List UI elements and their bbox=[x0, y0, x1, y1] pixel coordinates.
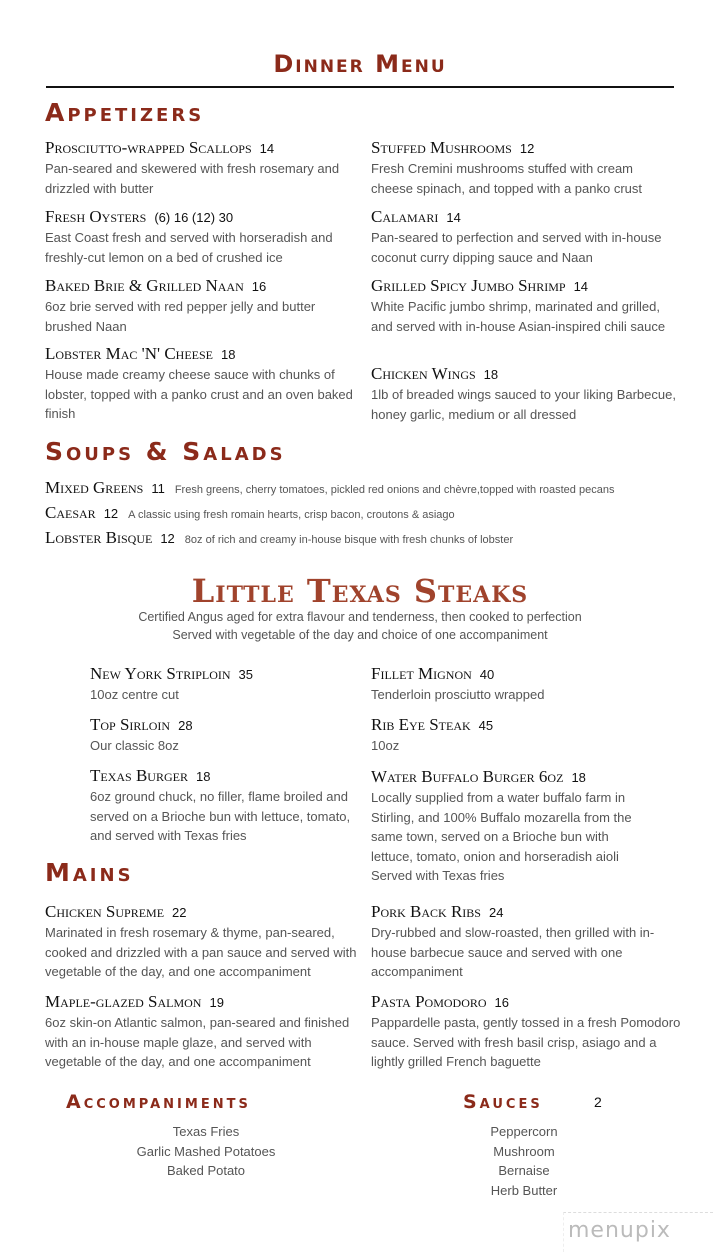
menu-item bbox=[371, 207, 676, 267]
item-name: Chicken Wings bbox=[371, 364, 476, 383]
item-price: 12 bbox=[103, 506, 119, 521]
item-name: Baked Brie & Grilled Naan bbox=[45, 276, 244, 295]
item-description: 8oz of rich and creamy in-house bisque with fresh chunks of lobster bbox=[184, 534, 514, 546]
item-description: House made creamy cheese sauce with chunks of lobster, topped with a panko crust and an oven baked finish bbox=[45, 367, 353, 421]
item-name: Water Buffalo Burger 6oz bbox=[371, 767, 564, 786]
menu-item bbox=[45, 992, 360, 1072]
item-description: 10oz bbox=[371, 738, 400, 753]
item-name: Pasta Pomodoro bbox=[371, 992, 487, 1011]
menu-item bbox=[45, 503, 455, 523]
steaks-subtitle: Served with vegetable of the day and choice of one accompaniment bbox=[172, 628, 548, 642]
item-name: Fresh Oysters bbox=[45, 207, 147, 226]
item-name: Chicken Supreme bbox=[45, 902, 165, 921]
menu-item bbox=[45, 207, 360, 267]
item-name: Lobster Bisque bbox=[45, 528, 153, 547]
steaks-heading: Little Texas Steaks bbox=[191, 572, 529, 610]
menu-item bbox=[45, 478, 614, 498]
accompaniments-list bbox=[96, 1122, 316, 1181]
sauces-price: 2 bbox=[594, 1094, 602, 1110]
item-name: Prosciutto-wrapped Scallops bbox=[45, 138, 252, 157]
item-price: 45 bbox=[478, 718, 494, 733]
menu-item bbox=[45, 528, 513, 548]
item-description: Our classic 8oz bbox=[90, 738, 179, 753]
soups-heading: Soups & Salads bbox=[45, 437, 286, 466]
item-price: 19 bbox=[209, 995, 224, 1010]
item-name: Mixed Greens bbox=[45, 478, 144, 497]
item-price: 40 bbox=[479, 667, 495, 682]
item-description: Dry-rubbed and slow-roasted, then grilled with in-house barbecue sauce and served with one accompaniment bbox=[371, 925, 655, 979]
item-price: (6) 16 (12) 30 bbox=[154, 210, 234, 225]
item-price: 16 bbox=[494, 995, 510, 1010]
item-description: Pan-seared and skewered with fresh rosemary and drizzled with butter bbox=[45, 161, 340, 196]
item-description: 10oz centre cut bbox=[90, 687, 179, 702]
menu-item bbox=[371, 715, 646, 756]
menu-item bbox=[90, 664, 360, 705]
item-name: Rib Eye Steak bbox=[371, 715, 471, 734]
item-name: Calamari bbox=[371, 207, 439, 226]
menu-item bbox=[90, 766, 360, 846]
list-item: Bernaise bbox=[498, 1163, 550, 1178]
list-item: Peppercorn bbox=[490, 1124, 558, 1139]
list-item: Texas Fries bbox=[172, 1124, 240, 1139]
item-price: 18 bbox=[483, 367, 499, 382]
item-price: 11 bbox=[151, 481, 165, 496]
item-price: 28 bbox=[178, 718, 193, 733]
list-item: Baked Potato bbox=[166, 1163, 246, 1178]
list-item: Mushroom bbox=[493, 1143, 555, 1159]
menu-item bbox=[90, 715, 360, 756]
item-description: Marinated in fresh rosemary & thyme, pan-seared, cooked and drizzled with a pan sauce and served with vegetable of the day, and one accompaniment bbox=[45, 925, 357, 979]
item-price: 12 bbox=[519, 141, 535, 156]
watermark-logo: menupix bbox=[563, 1212, 713, 1252]
item-price: 18 bbox=[195, 769, 211, 784]
item-price: 14 bbox=[573, 279, 589, 294]
sauces-list bbox=[464, 1122, 584, 1200]
item-name: Maple-glazed Salmon bbox=[45, 992, 202, 1011]
item-price: 16 bbox=[251, 279, 267, 294]
item-name: Caesar bbox=[45, 503, 96, 522]
item-description: East Coast fresh and served with horseradish and freshly-cut lemon on a bed of crushed ice bbox=[45, 230, 333, 265]
item-description: A classic using fresh romain hearts, crisp bacon, croutons & asiago bbox=[128, 509, 455, 521]
menu-item bbox=[371, 364, 676, 424]
menu-item bbox=[371, 664, 646, 705]
menu-item bbox=[45, 902, 360, 982]
accompaniments-heading: Accompaniments bbox=[66, 1091, 251, 1113]
menu-item bbox=[371, 276, 676, 336]
item-price: 12 bbox=[160, 531, 175, 546]
menu-item bbox=[45, 344, 360, 424]
item-name: Grilled Spicy Jumbo Shrimp bbox=[371, 276, 566, 295]
mains-heading: Mains bbox=[45, 858, 134, 887]
item-name: New York Striploin bbox=[90, 664, 231, 683]
menu-item bbox=[371, 767, 646, 886]
menu-item bbox=[45, 276, 360, 336]
item-price: 14 bbox=[259, 141, 275, 156]
item-description: White Pacific jumbo shrimp, marinated and grilled, and served with in-house Asian-inspired chili sauce bbox=[371, 299, 666, 334]
list-item: Garlic Mashed Potatoes bbox=[136, 1143, 276, 1159]
item-price: 14 bbox=[446, 210, 461, 225]
item-price: 18 bbox=[221, 347, 236, 362]
item-price: 18 bbox=[571, 770, 586, 785]
item-description: Fresh Cremini mushrooms stuffed with cream cheese spinach, and topped with a panko crust bbox=[371, 161, 643, 196]
item-price: 22 bbox=[172, 905, 187, 920]
item-name: Texas Burger bbox=[90, 766, 188, 785]
menu-item bbox=[371, 138, 676, 198]
page-title: Dinner Menu bbox=[273, 50, 447, 78]
sauces-heading: Sauces bbox=[463, 1091, 543, 1113]
menu-item bbox=[45, 138, 360, 198]
item-description: 6oz skin-on Atlantic salmon, pan-seared and finished with an in-house maple glaze, and served with vegetable of the day, and one accompaniment bbox=[45, 1015, 350, 1069]
steaks-subtitle: Certified Angus aged for extra flavour and tenderness, then cooked to perfection bbox=[138, 610, 582, 624]
item-description: 6oz brie served with red pepper jelly and butter brushed Naan bbox=[45, 299, 316, 334]
menu-item bbox=[371, 902, 681, 982]
item-description: Locally supplied from a water buffalo farm in Stirling, and 100% Buffalo mozarella from the same town, served on a Brioche bun with lettuce, tomato, onion and horseradish aioli Served with Texas fries bbox=[371, 790, 632, 883]
item-description: 1lb of breaded wings sauced to your liking Barbecue, honey garlic, medium or all dressed bbox=[371, 387, 676, 422]
item-price: 35 bbox=[238, 667, 254, 682]
title-divider bbox=[46, 86, 674, 88]
item-name: Lobster Mac 'N' Cheese bbox=[45, 344, 213, 363]
item-description: Pappardelle pasta, gently tossed in a fresh Pomodoro sauce. Served with fresh basil crisp, asiago and a lightly grilled French baguette bbox=[371, 1015, 681, 1069]
menu-item bbox=[371, 992, 681, 1072]
appetizers-heading: Appetizers bbox=[45, 98, 205, 127]
item-name: Stuffed Mushrooms bbox=[371, 138, 512, 157]
item-description: Pan-seared to perfection and served with in-house coconut curry dipping sauce and Naan bbox=[371, 230, 662, 265]
item-description: 6oz ground chuck, no filler, flame broiled and served on a Brioche bun with lettuce, tomato, and served with Texas fries bbox=[90, 789, 351, 843]
item-name: Fillet Mignon bbox=[371, 664, 472, 683]
item-name: Pork Back Ribs bbox=[371, 902, 481, 921]
list-item: Herb Butter bbox=[490, 1182, 558, 1198]
item-description: Fresh greens, cherry tomatoes, pickled red onions and chèvre,topped with roasted pecans bbox=[174, 484, 615, 496]
item-description: Tenderloin prosciutto wrapped bbox=[371, 687, 545, 702]
item-price: 24 bbox=[488, 905, 504, 920]
item-name: Top Sirloin bbox=[90, 715, 171, 734]
